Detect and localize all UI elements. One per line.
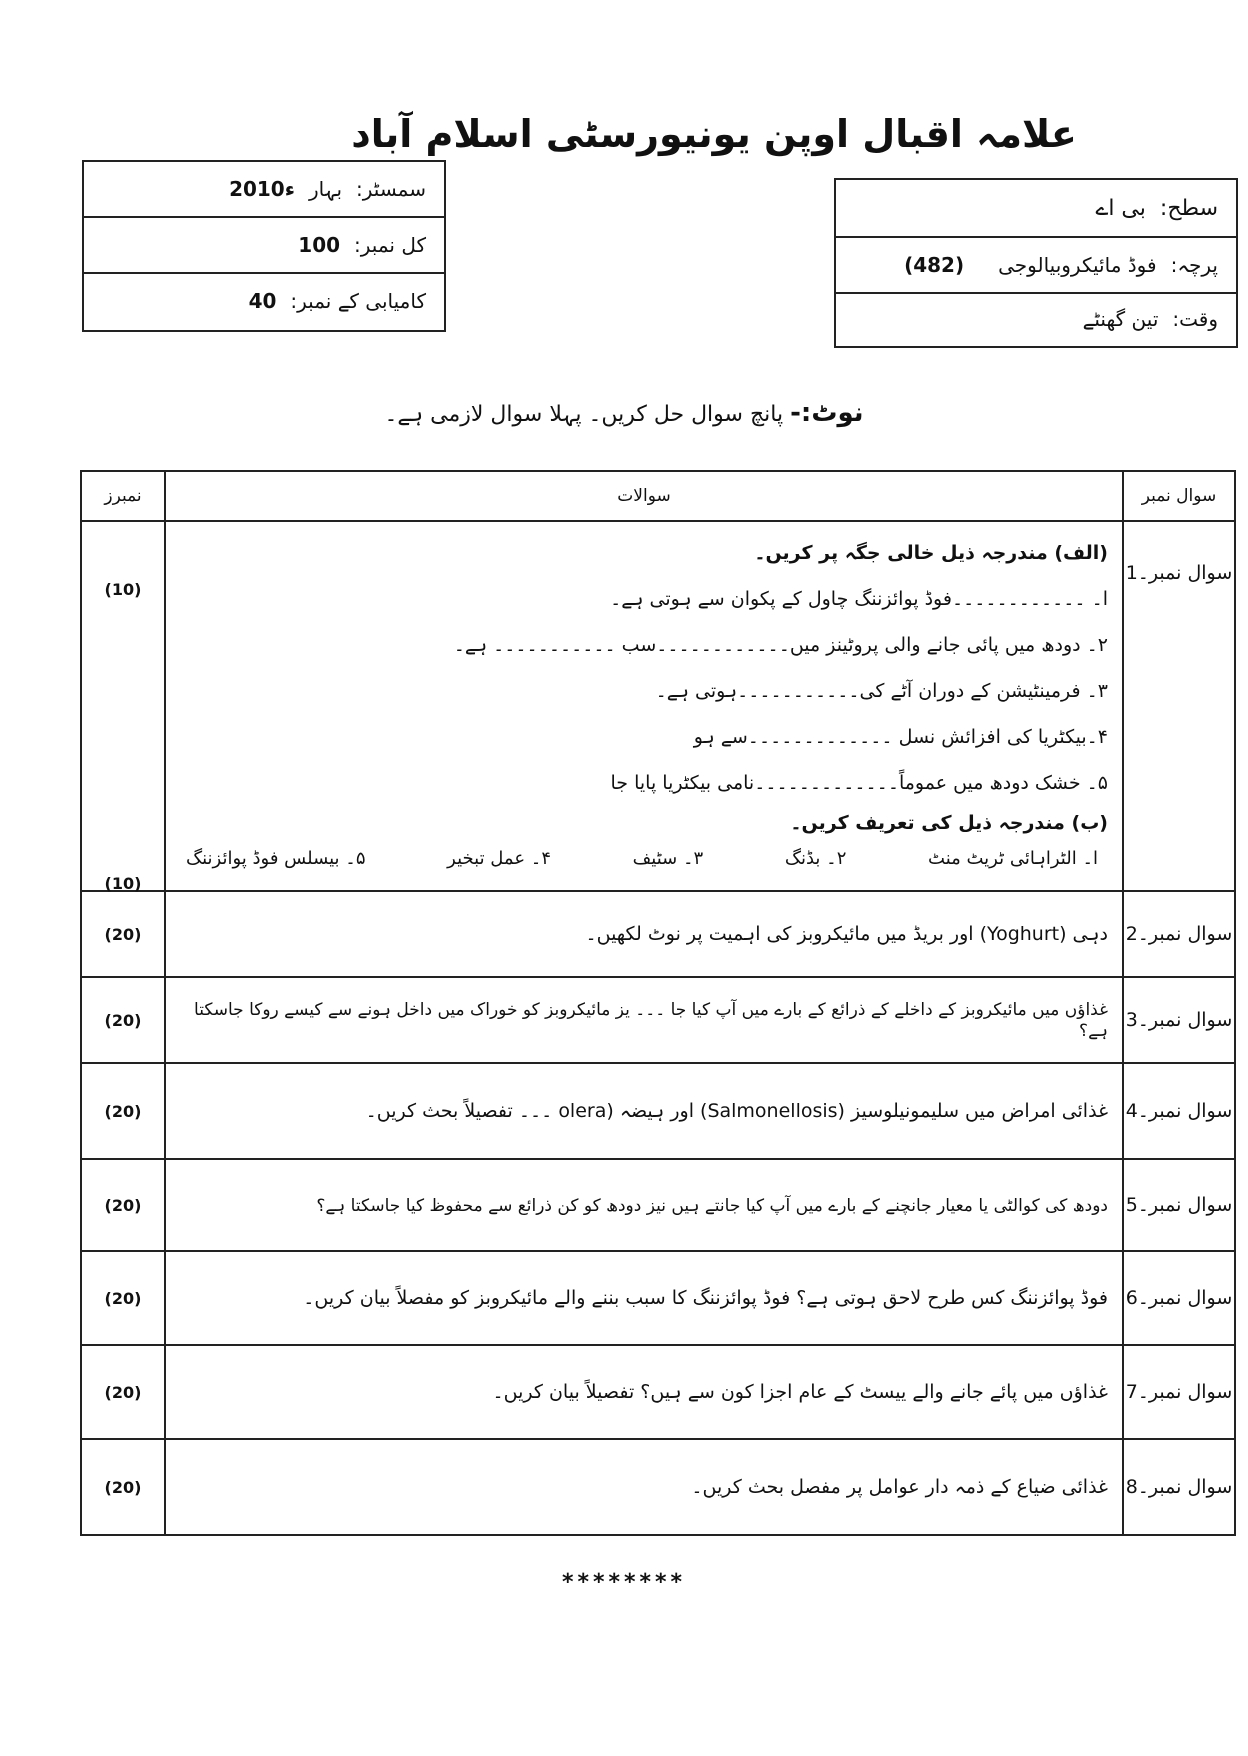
course-info-box xyxy=(834,178,1238,348)
q1-part-b: (ب) مندرجہ ذیل کی تعریف کریں۔ xyxy=(790,812,1108,834)
table-row xyxy=(81,1439,1235,1535)
total-marks-row xyxy=(84,218,444,274)
table-row xyxy=(81,891,1235,977)
note-label: نوٹ:- xyxy=(790,398,864,428)
total-marks-label: کل نمبر: xyxy=(354,233,426,257)
definition-item: ۳۔ سٹیف xyxy=(632,848,704,869)
question-number: سوال نمبر۔6 xyxy=(1123,1251,1235,1345)
q1-item: ۲۔ دودھ میں پائی جانے والی پروٹینز میں۔۔۔۔۔۔۔۔۔۔۔۔سب ۔۔۔۔۔۔۔۔۔۔۔ ہے۔ xyxy=(453,634,1108,656)
question-number: سوال نمبر۔2 xyxy=(1123,891,1235,977)
question-text: دودھ کی کوالٹی یا معیار جانچنے کے بارے میں آپ کیا جانتے ہیں نیز دودھ کو کن ذرائع سے محفوظ کیا جاسکتا ہے؟ xyxy=(165,1159,1123,1251)
question-number: سوال نمبر۔7 xyxy=(1123,1345,1235,1439)
pass-marks-row xyxy=(84,274,444,328)
question-number: سوال نمبر۔5 xyxy=(1123,1159,1235,1251)
exam-note xyxy=(0,398,1248,428)
paper-code: (482) xyxy=(904,253,965,277)
question-marks: (20) xyxy=(81,1439,165,1535)
total-marks-value: 100 xyxy=(298,233,341,257)
q1-number: سوال نمبر۔1 xyxy=(1123,521,1235,891)
question-marks: (20) xyxy=(81,1251,165,1345)
table-row xyxy=(81,1063,1235,1159)
q1-item: ا۔ ۔۔۔۔۔۔۔۔۔۔۔۔فوڈ پوائزننگ چاول کے پکوان سے ہوتی ہے۔ xyxy=(610,588,1108,610)
table-row xyxy=(81,521,1235,891)
pass-marks-label: کامیابی کے نمبر: xyxy=(290,289,426,313)
semester-label: سمسٹر: xyxy=(356,177,426,201)
q1-part-a: (الف) مندرجہ ذیل خالی جگہ پر کریں۔ xyxy=(754,542,1108,564)
definition-item: ا۔ الٹراہائی ٹریٹ منٹ xyxy=(928,848,1098,869)
question-number: سوال نمبر۔8 xyxy=(1123,1439,1235,1535)
q1-item: ۳۔ فرمینٹیشن کے دوران آٹے کی۔۔۔۔۔۔۔۔۔۔۔ہوتی ہے۔ xyxy=(655,680,1108,702)
q1-item: ۴۔بیکٹریا کی افزائش نسل ۔۔۔۔۔۔۔۔۔۔۔۔۔سے ہو xyxy=(693,726,1108,748)
q1-marks-a: (10) xyxy=(104,580,142,599)
question-marks: (20) xyxy=(81,977,165,1063)
semester-value: بہار xyxy=(308,177,343,201)
question-text: فوڈ پوائزننگ کس طرح لاحق ہوتی ہے؟ فوڈ پوائزننگ کا سبب بننے والے مائیکروبز کو مفصلاً بیان کریں۔ xyxy=(165,1251,1123,1345)
question-text: غذاؤں میں پائے جانے والے ییسٹ کے عام اجزا کون سے ہیں؟ تفصیلاً بیان کریں۔ xyxy=(165,1345,1123,1439)
paper-label: پرچہ: xyxy=(1170,253,1218,277)
level-label: سطح: xyxy=(1159,195,1218,221)
question-marks: (20) xyxy=(81,1063,165,1159)
level-row xyxy=(836,180,1236,238)
q1-text-cell xyxy=(165,521,1123,891)
question-marks: (20) xyxy=(81,1159,165,1251)
question-number: سوال نمبر۔4 xyxy=(1123,1063,1235,1159)
q1-item: ۵۔ خشک دودھ میں عموماً۔۔۔۔۔۔۔۔۔۔۔۔۔نامی بیکٹریا پایا جا xyxy=(610,772,1108,794)
question-marks: (20) xyxy=(81,891,165,977)
definition-item: ۵۔ بیسلس فوڈ پوائزننگ xyxy=(186,848,366,869)
definition-item: ۴۔ عمل تبخیر xyxy=(447,848,552,869)
time-row xyxy=(836,294,1236,344)
semester-year: 2010ء xyxy=(229,177,295,201)
table-header-row xyxy=(81,471,1235,521)
table-row xyxy=(81,1159,1235,1251)
table-row xyxy=(81,1345,1235,1439)
pass-marks-value: 40 xyxy=(248,289,277,313)
question-text: غذائی ضیاع کے ذمہ دار عوامل پر مفصل بحث کریں۔ xyxy=(165,1439,1123,1535)
paper-row xyxy=(836,238,1236,294)
q1-marks-cell xyxy=(81,521,165,891)
exam-info-box xyxy=(82,160,446,332)
semester-row xyxy=(84,162,444,218)
header-questions: سوالات xyxy=(165,471,1123,521)
question-text: غذاؤں میں مائیکروبز کے داخلے کے ذرائع کے بارے میں آپ کیا جا ۔۔۔ یز مائیکروبز کو خوراک میں داخل ہونے سے کیسے روکا جاسکتا ہے؟ xyxy=(165,977,1123,1063)
end-stars: ******** xyxy=(561,1570,687,1595)
q1-marks-b: (10) xyxy=(104,874,142,893)
header-question-no: سوال نمبر xyxy=(1123,471,1235,521)
note-text: پانچ سوال حل کریں۔ پہلا سوال لازمی ہے۔ xyxy=(384,402,784,427)
q1-definitions xyxy=(186,848,1098,869)
question-text: دہی (Yoghurt) اور بریڈ میں مائیکروبز کی اہمیت پر نوٹ لکھیں۔ xyxy=(165,891,1123,977)
university-title: علامہ اقبال اوپن یونیورسٹی اسلام آباد xyxy=(351,112,1077,156)
question-number: سوال نمبر۔3 xyxy=(1123,977,1235,1063)
table-row xyxy=(81,977,1235,1063)
questions-table xyxy=(80,470,1236,1536)
header-marks: نمبرز xyxy=(81,471,165,521)
paper-value: فوڈ مائیکروبیالوجی xyxy=(998,253,1157,277)
question-text: غذائی امراض میں سلیمونیلوسیز (Salmonellosis) اور ہیضہ (olera ۔۔۔ تفصیلاً بحث کریں۔ xyxy=(165,1063,1123,1159)
level-value: بی اے xyxy=(1095,195,1146,221)
table-row xyxy=(81,1251,1235,1345)
definition-item: ۲۔ بڈنگ xyxy=(784,848,847,869)
time-value: تین گھنٹے xyxy=(1082,307,1159,331)
time-label: وقت: xyxy=(1172,307,1218,331)
question-marks: (20) xyxy=(81,1345,165,1439)
